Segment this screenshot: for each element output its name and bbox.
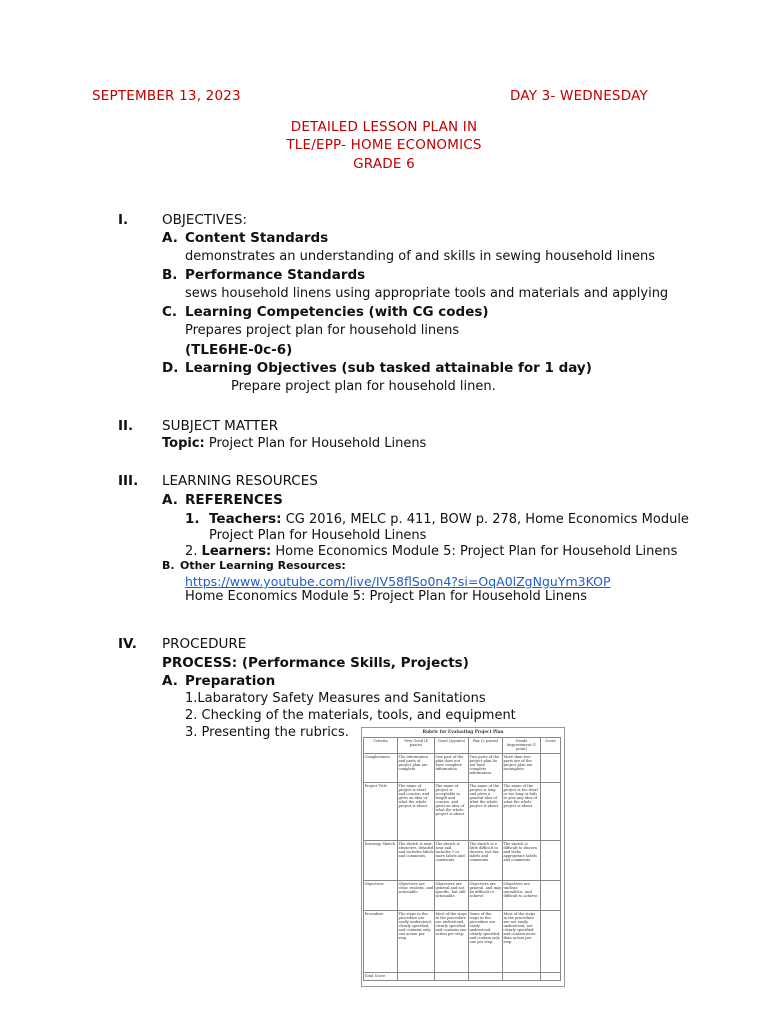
title-line-3: GRADE 6	[353, 156, 415, 172]
rubric-header-cell: Criteria	[364, 738, 398, 754]
rubric-title: Rubric for Evaluating Project Plan	[422, 729, 504, 734]
rubric-cell	[541, 754, 561, 783]
rubric-cell	[541, 783, 561, 841]
rubric-cell	[541, 881, 561, 911]
references-label: A.	[162, 492, 178, 508]
competency-code: (TLE6HE-0c-6)	[185, 342, 293, 358]
rubric-header-cell: Good (3points)	[435, 738, 469, 754]
learning-competencies-title: Learning Competencies (with CG codes)	[185, 304, 489, 320]
rubric-header-cell: Needs Improvement (1 point)	[503, 738, 541, 754]
rubric-cell	[541, 911, 561, 973]
rubric-cell: Procedure	[364, 911, 398, 973]
table-row	[364, 881, 561, 911]
topic-line	[162, 436, 426, 451]
rubric-cell: More than two parts are of the project plan are incomplete.	[503, 754, 541, 783]
topic-text: Project Plan for Household Linens	[208, 436, 427, 451]
preparation-title: Preparation	[185, 673, 276, 689]
rubric-cell: Some of the steps in the procedure are easily understood, clearly specified, and contain only one per step.	[469, 911, 503, 973]
table-row	[364, 973, 561, 981]
objectives-heading: OBJECTIVES:	[162, 212, 247, 228]
rubric-cell	[541, 841, 561, 881]
section-1-number: I.	[118, 212, 129, 228]
rubric-cell: Total Score	[364, 973, 398, 981]
learners-text: Home Economics Module 5: Project Plan for Household Linens	[275, 544, 678, 559]
title-line-2: TLE/EPP- HOME ECONOMICS	[286, 137, 482, 153]
teachers-label: Teachers:	[209, 511, 282, 527]
rubric-cell: The name of the project is long and gives a general idea of what the whole project is about.	[469, 783, 503, 841]
section-4-number: IV.	[118, 636, 137, 652]
rubric-cell	[503, 973, 541, 981]
rubric-cell	[469, 973, 503, 981]
references-title: REFERENCES	[185, 492, 283, 508]
learning-competencies-text: Prepares project plan for household linens	[185, 323, 460, 338]
rubric-cell: The sketch is neat and includes 1 or more labels and comments.	[435, 841, 469, 881]
rubric-cell: The information and parts of project plan are complete.	[398, 754, 435, 783]
day-text: DAY 3- WEDNESDAY	[510, 88, 648, 104]
rubric-header-cell: Fair (2 points)	[469, 738, 503, 754]
learning-objectives-label: D.	[162, 360, 179, 376]
rubric-cell	[541, 973, 561, 981]
rubric-cell: Most of the steps in the procedure are not easily understood, not clearly specified, and contain more than action per step.	[503, 911, 541, 973]
date-text: SEPTEMBER 13, 2023	[92, 88, 241, 104]
rubric-cell: Drawing/ Sketch	[364, 841, 398, 881]
rubric-cell: One part of the plan does not have complete information.	[435, 754, 469, 783]
table-row	[364, 754, 561, 783]
rubric-cell: Objectives are general, and may be difficult to achieve.	[469, 881, 503, 911]
other-resources-text: Home Economics Module 5: Project Plan for Household Linens	[185, 589, 587, 604]
content-standards-title: Content Standards	[185, 230, 329, 246]
table-row	[364, 841, 561, 881]
section-3-number: III.	[118, 473, 139, 489]
rubric-cell: Two parts of the project plan do not have complete information.	[469, 754, 503, 783]
rubric-cell: Completeness	[364, 754, 398, 783]
rubric-header-cell: Score	[541, 738, 561, 754]
procedure-heading: PROCEDURE	[162, 636, 247, 652]
content-standards-label: A.	[162, 230, 178, 246]
rubric-cell: The sketch is neat, attractive, detailed and includes labels and comments.	[398, 841, 435, 881]
learning-objectives-title: Learning Objectives (sub tasked attainable for 1 day)	[185, 360, 592, 376]
learning-objectives-text: Prepare project plan for household linen.	[231, 379, 496, 394]
learning-competencies-label: C.	[162, 304, 178, 320]
learning-resources-heading: LEARNING RESOURCES	[162, 473, 318, 489]
rubric-cell	[398, 973, 435, 981]
rubric-table	[363, 737, 561, 981]
preparation-step-3: 3. Presenting the rubrics.	[185, 725, 349, 740]
rubric-cell	[435, 973, 469, 981]
rubric-cell: The name of the project is too short or too long or fails to give any idea of what the whole project is about.	[503, 783, 541, 841]
rubric-cell: Objectives are general and not specific, but still actionable.	[435, 881, 469, 911]
title-line-1: DETAILED LESSON PLAN IN	[290, 119, 478, 135]
preparation-step-2: 2. Checking of the materials, tools, and equipment	[185, 708, 516, 723]
rubric-cell: Most of the steps in the procedure are understood, clearly specified and contains one action per step.	[435, 911, 469, 973]
rubric-cell: Objectives are unclear, unrealistic, and difficult to achieve.	[503, 881, 541, 911]
rubric-cell: The name of project is acceptable in length and concise, and gives an idea of what the whole project is about.	[435, 783, 469, 841]
youtube-link[interactable]: https://www.youtube.com/live/IV58flSo0n4?si=OqA0lZgNguYm3KOP	[185, 574, 611, 589]
rubric-cell: The name of project is short and concise, and gives an idea of what the whole project is about.	[398, 783, 435, 841]
section-2-number: II.	[118, 418, 134, 434]
rubric-cell: Project Title	[364, 783, 398, 841]
learners-label: Learners:	[201, 544, 272, 559]
rubric-cell: The sketch is difficult to discern and lacks appropriate labels and comments.	[503, 841, 541, 881]
other-resources-label: B.	[162, 559, 175, 572]
rubric-header-cell: Very Good (4 points)	[398, 738, 435, 754]
rubric-header-row	[364, 738, 561, 754]
preparation-step-1: 1.Labaratory Safety Measures and Sanitations	[185, 691, 486, 706]
teachers-text: CG 2016, MELC p. 411, BOW p. 278, Home Economics Module	[285, 512, 689, 527]
subject-matter-heading: SUBJECT MATTER	[162, 418, 279, 434]
rubric-cell: Objectives are clear, realistic, and actionable.	[398, 881, 435, 911]
table-row	[364, 911, 561, 973]
rubric-cell: The sketch is a little difficult to discern, but has labels and comments.	[469, 841, 503, 881]
rubric-cell: The steps in the procedure are easily understood, clearly specified, and contains only one action per step.	[398, 911, 435, 973]
teachers-line	[209, 511, 689, 527]
teachers-text-cont: Project Plan for Household Linens	[209, 528, 427, 543]
rubric-image	[361, 727, 565, 987]
performance-standards-title: Performance Standards	[185, 267, 366, 283]
learners-number: 2.	[185, 544, 198, 559]
performance-standards-label: B.	[162, 267, 178, 283]
process-heading: PROCESS: (Performance Skills, Projects)	[162, 655, 469, 671]
performance-standards-text: sews household linens using appropriate tools and materials and applying	[185, 286, 669, 301]
learners-line	[185, 544, 677, 559]
table-row	[364, 783, 561, 841]
content-standards-text: demonstrates an understanding of and skills in sewing household linens	[185, 249, 656, 264]
preparation-label: A.	[162, 673, 178, 689]
other-resources-title: Other Learning Resources:	[180, 559, 346, 572]
teachers-number: 1.	[185, 511, 200, 527]
rubric-cell: Objectives	[364, 881, 398, 911]
topic-label: Topic:	[162, 436, 205, 451]
